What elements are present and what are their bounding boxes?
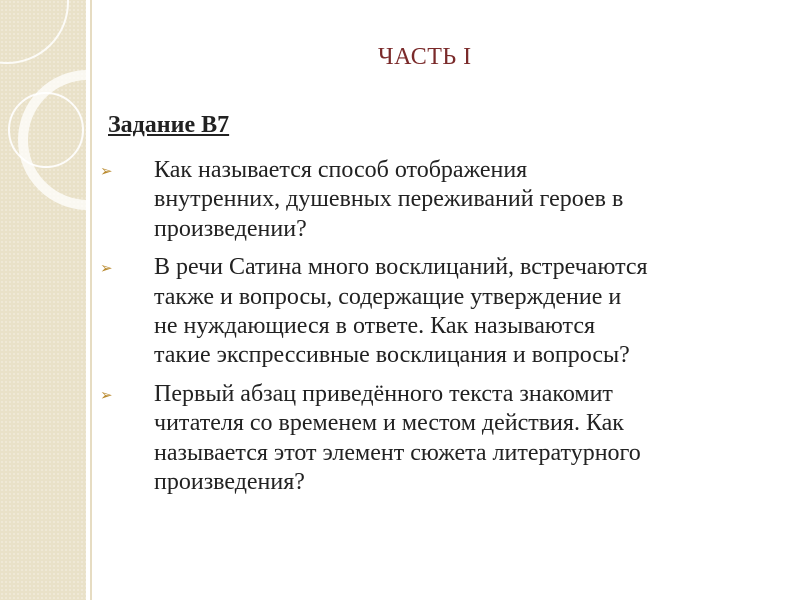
divider: [90, 0, 92, 600]
question-line: также и вопросы, содержащие утверждение и: [154, 283, 622, 310]
decorative-ring-icon: [8, 92, 84, 168]
arrowhead-bullet-icon: ➢: [100, 162, 113, 180]
arrowhead-bullet-icon: ➢: [100, 385, 113, 404]
question-item: [100, 253, 785, 371]
slide-title: ЧАСТЬ I: [378, 44, 472, 70]
question-line: произведении?: [154, 215, 307, 242]
question-line: не нуждающиеся в ответе. Как называются: [154, 313, 596, 340]
question-line: такие экспрессивные восклицания и вопросы?: [154, 342, 630, 369]
question-line: произведения?: [154, 469, 305, 496]
question-line: Как называется способ отображения: [154, 157, 528, 183]
question-line: внутренних, душевных переживаний героев в: [154, 186, 624, 213]
question-line: называется этот элемент сюжета литературного: [154, 439, 641, 466]
question-item: [100, 380, 785, 498]
question-item: [100, 156, 785, 244]
question-line: читателя со временем и местом действия. Как: [154, 410, 624, 437]
question-list: [100, 156, 785, 506]
question-line: Первый абзац приведённого текста знакомит: [154, 380, 613, 407]
decorative-side-panel: [0, 0, 86, 600]
question-line: В речи Сатина много восклицаний, встречаются: [154, 254, 648, 281]
decorative-ring-icon: [0, 0, 69, 64]
arrowhead-bullet-icon: ➢: [100, 259, 113, 278]
task-heading: Задание В7: [108, 112, 230, 138]
